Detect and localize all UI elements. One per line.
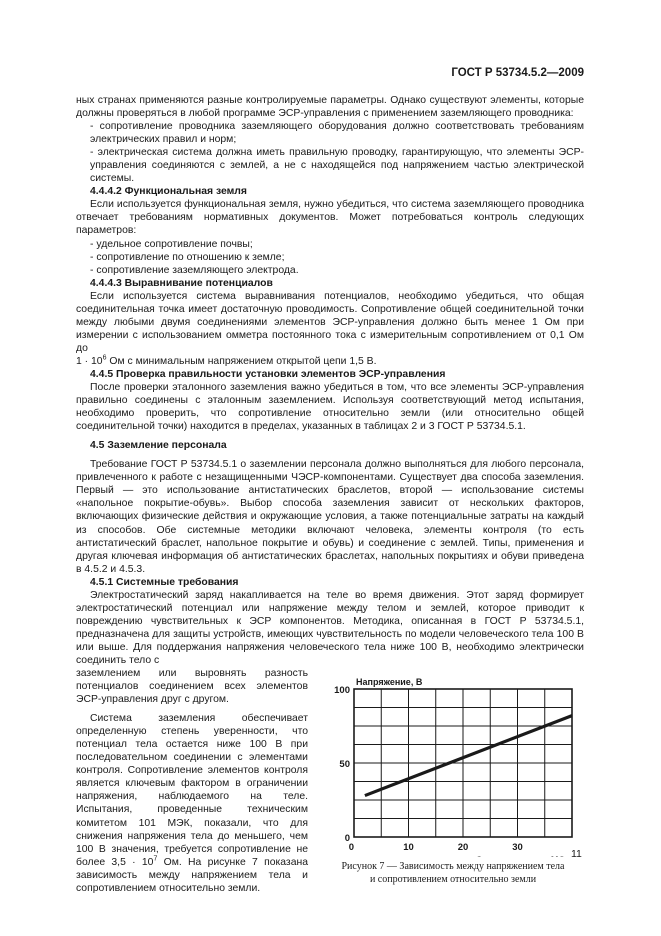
paragraph: Требование ГОСТ Р 53734.5.1 о заземлении персонала должно выполняться для любого персонала, привлеченного к работе с незащищенными ЧЭСР-компонентами. Существует два способа заземления. Первый — это использование антистатических браслетов, второй — использование системы «напольное покрытие-обувь». Выбор способа заземления зависит от нескольких факторов, включающих физические действия и окружающие условия, а также потенциальные затраты на каждый из способов. Обе системные методики включают человека, элементы контроля (то есть антистатический браслет, напольное покрытие и обувь) и соединение с землей. Типы, применения и другая ключевая информация об антистатических браслетах, напольных покрытиях и обуви приведена в 4.5.2 и 4.5.3. bbox=[76, 459, 584, 575]
y-tick-label: 0 bbox=[344, 833, 350, 845]
y-tick-label: 50 bbox=[339, 759, 350, 771]
x-tick-label: 20 bbox=[457, 842, 469, 854]
figure-caption-line: и сопротивлением относительно земли bbox=[369, 873, 537, 885]
x-tick-label: 30 bbox=[512, 842, 523, 854]
list-item: - электрическая система должна иметь правильную проводку, гарантирующую, что элементы ЭСР-управления соединяются с землей, а не с находящейся под напряжением частью электрической системы. bbox=[90, 147, 584, 185]
figure-7 bbox=[322, 667, 584, 885]
x-axis-label bbox=[476, 855, 573, 857]
paragraph: Если используется функциональная земля, нужно убедиться, что система заземляющего проводника отвечает требованиям нормативных документов. Может потребоваться контроль следующих параметров: bbox=[76, 199, 584, 237]
list-item: - удельное сопротивление почвы; bbox=[90, 238, 253, 250]
series-line bbox=[365, 716, 572, 796]
document-code-header: ГОСТ Р 53734.5.2—2009 bbox=[451, 67, 584, 79]
y-axis-label: Напряжение, В bbox=[356, 677, 423, 688]
paragraph-continuation: заземлением или выровнять разность потенциалов соединением всех элементов ЭСР-управления друг с другом. bbox=[76, 668, 308, 706]
section-heading-4-4-4-3: 4.4.4.3 Выравнивание потенциалов bbox=[90, 277, 273, 289]
voltage-resistance-chart bbox=[322, 667, 584, 857]
list-item: - сопротивление по отношению к земле; bbox=[90, 251, 285, 263]
page-number: 11 bbox=[571, 848, 582, 860]
list-item: - сопротивление проводника заземляющего оборудования должно соответствовать требованиям электрических правил и норм; bbox=[90, 121, 584, 146]
paragraph: Если используется система выравнивания потенциалов, необходимо убедиться, что общая соединительная точка имеет достаточную проводимость. Сопротивление общей соединительной точки между любыми двумя соединениями элементов ЭСР-управления должно быть менее 1 Ом при измерении с использованием омметра постоянного тока с измерительным сопротивлением от 0,1 Ом до bbox=[76, 290, 584, 354]
section-heading-4-4-5: 4.4.5 Проверка правильности установки элементов ЭСР-управления bbox=[90, 368, 446, 380]
section-heading-4-5-1: 4.5.1 Системные требования bbox=[90, 576, 239, 588]
figure-caption-line: Рисунок 7 — Зависимость между напряжением тела bbox=[341, 861, 565, 873]
paragraph: ных странах применяются разные контролируемые параметры. Однако существуют элементы, которые должны проверяться в любой программе ЭСР-управления с применением заземляющего проводника: bbox=[76, 95, 584, 120]
document-body bbox=[76, 94, 584, 895]
section-heading-4-5: 4.5 Заземление персонала bbox=[90, 440, 227, 452]
x-tick-label: 10 bbox=[403, 842, 414, 854]
figure-side-text bbox=[76, 667, 308, 895]
paragraph-continuation: $1 \cdot 10^6$ Ом с минимальным напряжением открытой цепи 1,5 В. bbox=[76, 354, 377, 367]
paragraph: Система заземления обеспечивает определенную степень уверенности, что потенциал тела остается ниже 100 В при последовательном соединении с элементами контроля. Сопротивление элементов контроля является ключевым фактором в ограничении напряжения, наблюдаемого на теле. Испытания, проведенные техническим комитетом 101 МЭК, показали, что для снижения напряжения тела до меньшего, чем 100 В значения, требуется сопротивление не более $3,5 \cdot 10^7$ Ом. На рисунке 7 показана зависимость между напряжением тела и сопротивлением относительно земли. bbox=[76, 713, 308, 894]
y-tick-label: 100 bbox=[334, 685, 350, 697]
x-tick-label: 0 bbox=[348, 842, 354, 854]
text-with-figure bbox=[76, 667, 584, 895]
list-item: - сопротивление заземляющего электрода. bbox=[90, 264, 299, 276]
paragraph: После проверки эталонного заземления важно убедиться в том, что все элементы ЭСР-управления правильно соединены с эталонным заземлением. Используя соответствующий метод испытания, необходимо проверить, что сопротивление относительно земли (или относительно общей соединительной точки) находится в пределах, указанных в таблицах 2 и 3 ГОСТ Р 53734.5.1. bbox=[76, 382, 584, 433]
figure-caption bbox=[322, 861, 584, 886]
section-heading-4-4-4-2: 4.4.4.2 Функциональная земля bbox=[90, 186, 247, 198]
paragraph: Электростатический заряд накапливается на теле во время движения. Этот заряд формирует электростатический потенциал или напряжение между телом и землей, которое приводит к повреждению чувствительных к ЭСР компонентов. Методика, описанная в ГОСТ Р 53734.5.1, предназначена для защиты устройств, имеющих чувствительность по модели человеческого тела 100 В или выше. Для поддержания напряжения человеческого тела ниже 100 В, необходимо электрически соединить тело с bbox=[76, 589, 584, 666]
